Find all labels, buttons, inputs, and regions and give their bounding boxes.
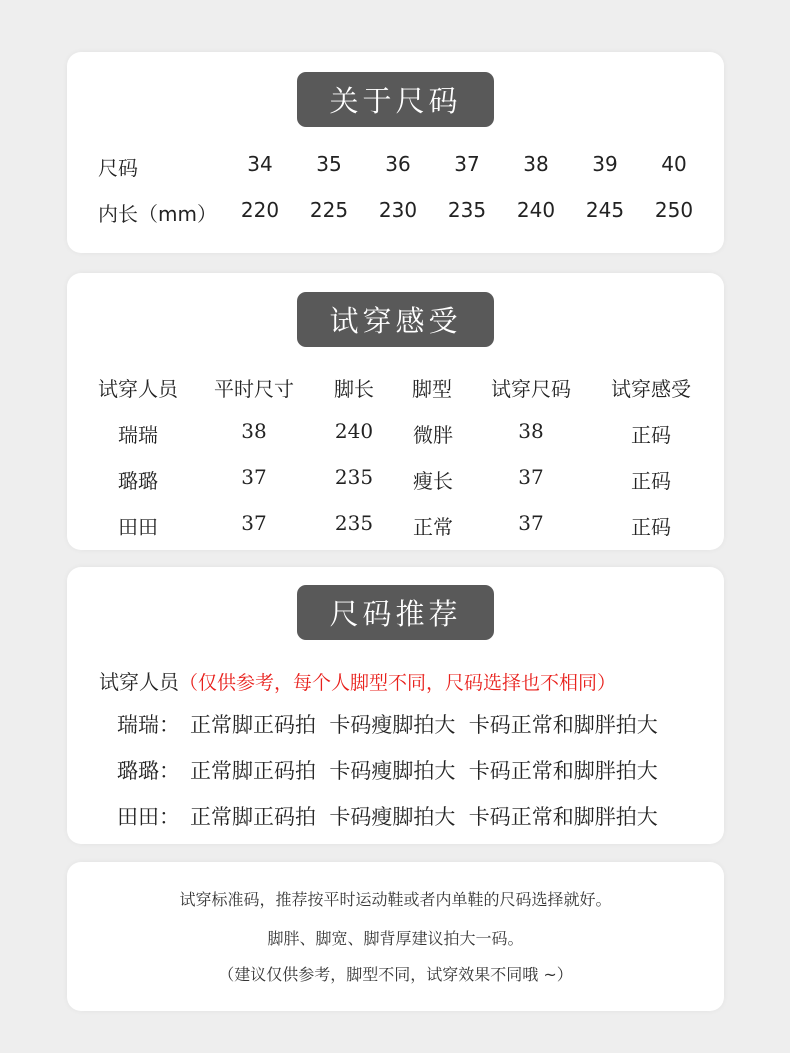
trial-cell: 38 — [241, 419, 267, 443]
trial-cell: 235 — [334, 511, 374, 535]
note-line: （建议仅供参考，脚型不同，试穿效果不同哦 ~） — [218, 965, 573, 984]
length-value: 250 — [654, 198, 694, 222]
recommend-name: 璐璐： — [117, 759, 180, 783]
trial-cell: 正码 — [631, 515, 671, 539]
size-value: 34 — [247, 152, 273, 176]
trial-cell: 37 — [241, 511, 267, 535]
trial-cell: 微胖 — [413, 423, 453, 447]
length-value: 235 — [447, 198, 487, 222]
trial-cell: 瑞瑞 — [118, 423, 158, 447]
trial-cell: 正码 — [631, 469, 671, 493]
trial-cell: 正码 — [631, 423, 671, 447]
trial-cell: 38 — [518, 419, 544, 443]
trial-cell: 璐璐 — [118, 469, 158, 493]
trial-header: 试穿感受 — [611, 377, 691, 401]
trial-cell: 瘦长 — [413, 469, 453, 493]
length-value: 230 — [378, 198, 418, 222]
recommend-text: 正常脚正码拍 卡码瘦脚拍大 卡码正常和脚胖拍大 — [190, 805, 658, 829]
recommend-intro-label: 试穿人员 — [99, 670, 179, 694]
trial-cell: 37 — [518, 465, 544, 489]
trial-header: 脚型 — [412, 377, 452, 401]
recommend-name: 田田： — [117, 805, 180, 829]
length-value: 240 — [516, 198, 556, 222]
recommend-name: 瑞瑞： — [117, 713, 180, 737]
trial-cell: 田田 — [118, 515, 158, 539]
trial-cell: 37 — [518, 511, 544, 535]
trial-header: 试穿尺码 — [491, 377, 571, 401]
size-value: 39 — [592, 152, 618, 176]
trial-header: 试穿人员 — [98, 377, 178, 401]
length-value: 245 — [585, 198, 625, 222]
trial-header: 平时尺寸 — [214, 377, 294, 401]
recommend-row — [117, 709, 658, 739]
trial-cell: 正常 — [413, 515, 453, 539]
size-value: 35 — [316, 152, 342, 176]
size-value: 38 — [523, 152, 549, 176]
size-value: 37 — [454, 152, 480, 176]
size-value: 36 — [385, 152, 411, 176]
trial-feedback-title: 试穿感受 — [297, 292, 494, 347]
size-recommend-card — [67, 567, 724, 844]
trial-cell: 240 — [334, 419, 374, 443]
recommend-row — [117, 801, 658, 831]
size-chart-title: 关于尺码 — [297, 72, 494, 127]
length-value: 225 — [309, 198, 349, 222]
length-row-label: 内长（mm） — [98, 202, 217, 226]
note-line: 试穿标准码，推荐按平时运动鞋或者内单鞋的尺码选择就好。 — [179, 890, 612, 909]
size-recommend-title: 尺码推荐 — [297, 585, 494, 640]
recommend-text: 正常脚正码拍 卡码瘦脚拍大 卡码正常和脚胖拍大 — [190, 759, 658, 783]
trial-header: 脚长 — [334, 377, 374, 401]
recommend-intro — [99, 666, 616, 695]
trial-cell: 235 — [334, 465, 374, 489]
trial-cell: 37 — [241, 465, 267, 489]
size-row-label: 尺码 — [98, 156, 138, 180]
recommend-text: 正常脚正码拍 卡码瘦脚拍大 卡码正常和脚胖拍大 — [190, 713, 658, 737]
recommend-disclaimer: （仅供参考，每个人脚型不同，尺码选择也不相同） — [179, 672, 617, 694]
notes-card — [67, 862, 724, 1011]
size-value: 40 — [661, 152, 687, 176]
recommend-row — [117, 755, 658, 785]
size-chart-card — [67, 52, 724, 253]
trial-feedback-card — [67, 273, 724, 550]
note-line: 脚胖、脚宽、脚背厚建议拍大一码。 — [267, 929, 524, 948]
length-value: 220 — [240, 198, 280, 222]
